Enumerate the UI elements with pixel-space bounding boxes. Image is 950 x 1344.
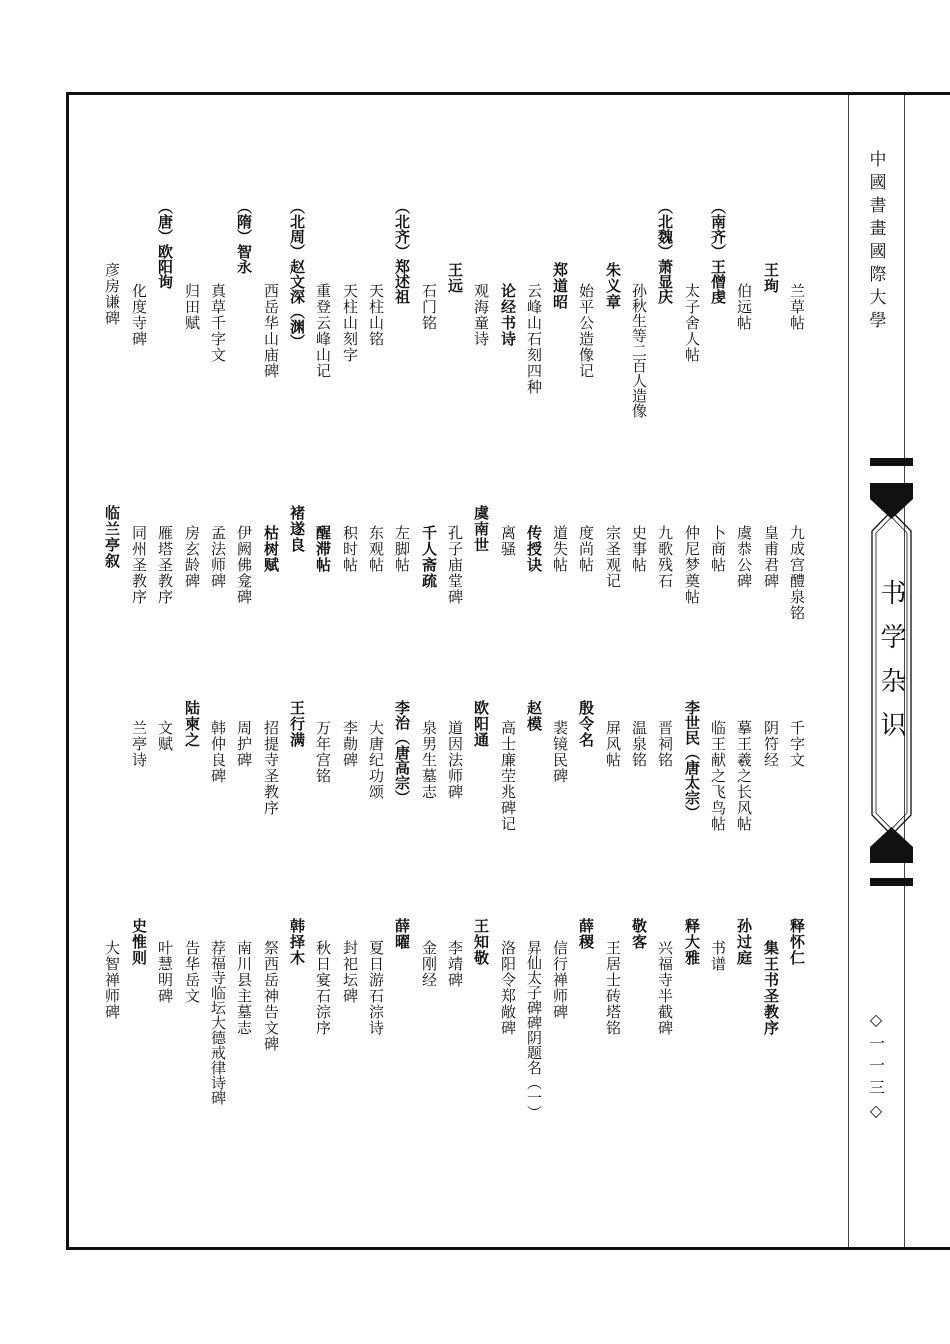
list-item: 王远 [446,262,464,294]
sidebar-rule-inner [848,95,849,1247]
list-item: 王知敬 [472,918,490,966]
list-item: 雁塔圣教序 [156,525,174,605]
list-item: 皇甫君碑 [762,525,780,589]
list-item: 欧阳通 [472,700,490,748]
banner-top-band [870,458,913,466]
list-item: 告华岳文 [183,940,201,1004]
list-item: 集王书圣教序 [762,940,780,1036]
list-item: 大唐纪功颂 [367,720,385,800]
list-item: 观海童诗 [472,283,490,347]
list-item: 书谱 [709,940,727,972]
list-item: 始平公造像记 [577,283,595,379]
list-item: 兴福寺半截碑 [656,940,674,1036]
list-item: 招提寺圣教序 [262,720,280,816]
list-item: 褚遂良 [288,505,306,553]
list-item: 天柱山铭 [367,283,385,347]
list-item: 屏风帖 [604,720,622,768]
list-item: 殷令名 [577,700,595,748]
list-item: （南齐）王僧虔 [709,199,727,304]
list-item: 薛稷 [577,918,595,950]
list-item: 孟法师碑 [209,525,227,589]
list-item: 李勣碑 [341,720,359,768]
list-item: 韩仲良碑 [209,720,227,784]
list-item: 传授诀 [525,525,543,573]
list-item: 万年宫铭 [314,720,332,784]
list-item: 史惟则 [130,918,148,966]
list-item: 周护碑 [235,720,253,768]
list-item: （北齐）郑述祖 [393,199,411,304]
page-frame [66,92,950,1250]
list-item: 道因法师碑 [446,720,464,800]
list-item: 度尚帖 [577,525,595,573]
list-item: 信行禅师碑 [551,940,569,1020]
list-item: 化度寺碑 [130,283,148,347]
list-item: 荐福寺临坛大德戒律诗碑 [209,940,227,1105]
list-item: 卜商帖 [709,525,727,573]
list-item: 高士廉茔兆碑记 [499,720,517,832]
list-item: 温泉铭 [630,720,648,768]
list-item: 九歌残石 [656,525,674,589]
list-item: 重登云峰山记 [314,283,332,379]
list-item: 晋祠铭 [656,720,674,768]
list-item: 归田赋 [183,283,201,331]
list-item: 薛曜 [393,918,411,950]
list-item: 石门铭 [420,283,438,331]
list-item: 房玄龄碑 [183,525,201,589]
list-item: 李世民（唐太宗） [683,700,701,820]
list-item: 史事帖 [630,525,648,573]
list-item: 南川县主墓志 [235,940,253,1036]
list-item: 大智禅师碑 [103,940,121,1020]
list-item: 李治（唐高宗） [393,700,411,805]
list-item: 彦房谦碑 [103,262,121,326]
list-item: 释大雅 [683,918,701,966]
list-item: 天柱山刻字 [341,283,359,363]
list-item: 枯树赋 [262,525,280,573]
list-item: 兰亭诗 [130,720,148,768]
banner-bottom-band [870,878,913,886]
list-item: 道失帖 [551,525,569,573]
list-item: 伯远帖 [735,283,753,331]
list-item: 洛阳令郑敞碑 [499,940,517,1036]
section-title: 书学杂识 [876,579,906,755]
list-item: 兰草帖 [788,283,806,331]
list-item: 醒滞帖 [314,525,332,573]
list-item: 伊阙佛龛碑 [235,525,253,605]
list-item: 金刚经 [420,940,438,988]
list-item: 东观帖 [367,525,385,573]
list-item: 朱义章 [604,262,622,310]
list-item: 郑道昭 [551,262,569,310]
list-item: 真草千字文 [209,283,227,363]
list-item: 敬客 [630,918,648,950]
list-item: 太子舍人帖 [683,283,701,363]
section-banner [870,483,913,863]
list-item: （隋）智永 [235,199,253,274]
list-item: 孙秋生等二百人造像 [630,283,648,418]
list-item: 李靖碑 [446,940,464,988]
list-item: （北周）赵文深（渊） [288,199,306,349]
list-item: 云峰山石刻四种 [525,283,543,395]
list-item: 离骚 [499,525,517,557]
list-item: 王珣 [762,262,780,294]
list-item: 临王献之飞鸟帖 [709,720,727,832]
list-item: 昇仙太子碑碑阴题名（一） [525,940,543,1120]
list-item: 西岳华山庙碑 [262,283,280,379]
list-item: 叶慧明碑 [156,940,174,1004]
list-item: 释怀仁 [788,918,806,966]
list-item: 王行满 [288,700,306,748]
list-item: 虞南世 [472,505,490,553]
list-item: 夏日游石淙诗 [367,940,385,1036]
list-item: 文赋 [156,720,174,752]
list-item: 左脚帖 [393,525,411,573]
list-item: 裴镜民碑 [551,720,569,784]
list-item: 宗圣观记 [604,525,622,589]
list-item: （北魏）萧显庆 [656,199,674,304]
list-item: 泉男生墓志 [420,720,438,800]
list-item: 虞恭公碑 [735,525,753,589]
page-number: ◇一一三◇ [866,1010,886,1126]
list-item: 孙过庭 [735,918,753,966]
list-item: 九成宫醴泉铭 [788,525,806,621]
list-item: 千人斋疏 [420,525,438,589]
list-item: （唐）欧阳询 [156,199,174,289]
list-item: 摹王羲之长风帖 [735,720,753,832]
list-item: 王居士砖塔铭 [604,940,622,1036]
publisher-title: 中國書畫國際大學 [865,150,886,334]
list-item: 封祀坛碑 [341,940,359,1004]
list-item: 同州圣教序 [130,525,148,605]
list-item: 仲尼梦奠帖 [683,525,701,605]
list-item: 陆柬之 [183,700,201,748]
list-item: 秋日宴石淙序 [314,940,332,1036]
list-item: 阴符经 [762,720,780,768]
list-item: 临兰亭叙 [103,505,121,569]
list-item: 祭西岳神告文碑 [262,940,280,1052]
list-item: 论经书诗 [499,283,517,347]
list-item: 积时帖 [341,525,359,573]
list-item: 韩择木 [288,918,306,966]
list-item: 千字文 [788,720,806,768]
list-item: 赵模 [525,700,543,732]
list-item: 孔子庙堂碑 [446,525,464,605]
